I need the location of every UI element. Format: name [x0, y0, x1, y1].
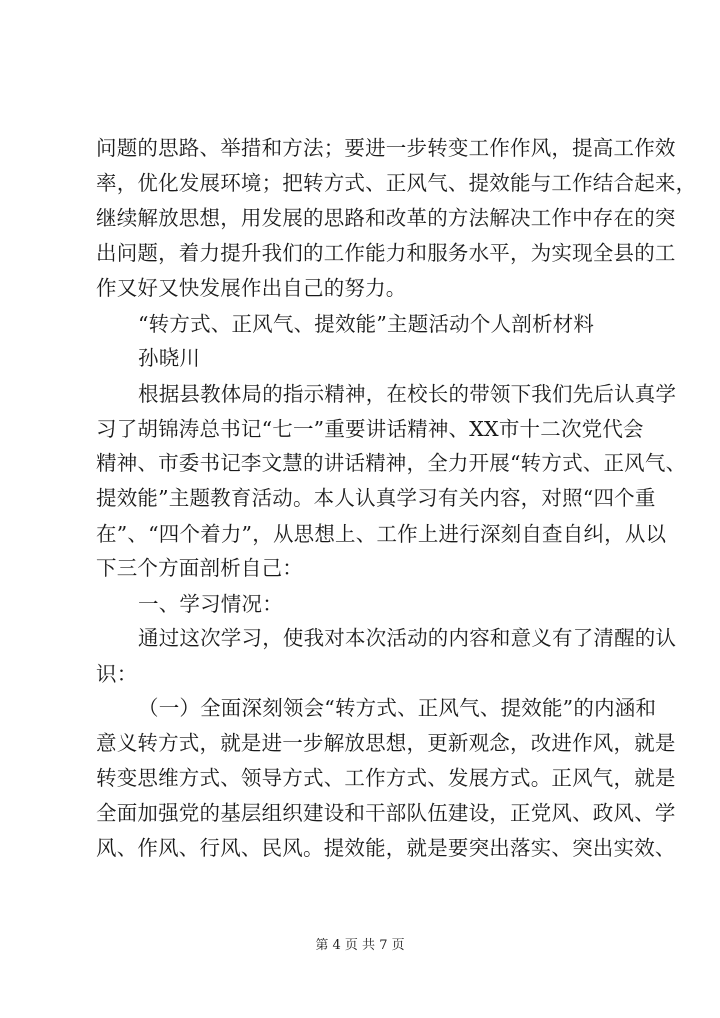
subsection-heading: （一）全面深刻领会“转方式、正风气、提效能”的内涵和 — [138, 696, 657, 720]
body-text-line: 继续解放思想，用发展的思路和改革的方法解决工作中存在的突 — [96, 206, 676, 230]
author-name: 孙晓川 — [138, 346, 201, 370]
paragraph-first-line: 根据县教体局的指示精神，在校长的带领下我们先后认真学 — [138, 382, 677, 406]
body-text-line: 出问题，着力提升我们的工作能力和服务水平，为实现全县的工 — [96, 241, 676, 265]
body-text-line: 意义转方式，就是进一步解放思想，更新观念，改进作风，就是 — [96, 731, 676, 755]
body-text-line: 识： — [96, 662, 138, 686]
body-text-line: 习了胡锦涛总书记“七一”重要讲话精神、XX市十二次党代会 — [96, 417, 644, 441]
body-text-line: 精神、市委书记李文慧的讲话精神，全力开展“转方式、正风气、 — [96, 451, 687, 475]
body-text-line: 问题的思路、举措和方法；要进一步转变工作作风，提高工作效 — [96, 136, 676, 160]
body-text-line: 全面加强党的基层组织建设和干部队伍建设，正党风、政风、学 — [96, 801, 676, 825]
paragraph-first-line: 通过这次学习，使我对本次活动的内容和意义有了清醒的认 — [138, 626, 677, 650]
body-text-line: 作又好又快发展作出自己的努力。 — [96, 276, 407, 300]
page-number-footer: 第 4 页 共 7 页 — [315, 938, 405, 953]
body-text-line: 提效能”主题教育活动。本人认真学习有关内容，对照“四个重 — [96, 486, 656, 510]
document-title: “转方式、正风气、提效能”主题活动个人剖析材料 — [138, 312, 595, 336]
body-text-line: 下三个方面剖析自己： — [96, 556, 303, 580]
body-text-line: 转变思维方式、领导方式、工作方式、发展方式。正风气，就是 — [96, 766, 676, 790]
body-text-line: 风、作风、行风、民风。提效能，就是要突出落实、突出实效、 — [96, 836, 676, 860]
body-text-line: 在”、“四个着力”，从思想上、工作上进行深刻自查自纠，从以 — [96, 522, 667, 546]
section-heading: 一、学习情况： — [138, 592, 283, 616]
body-text-line: 率，优化发展环境；把转方式、正风气、提效能与工作结合起来， — [96, 171, 697, 195]
